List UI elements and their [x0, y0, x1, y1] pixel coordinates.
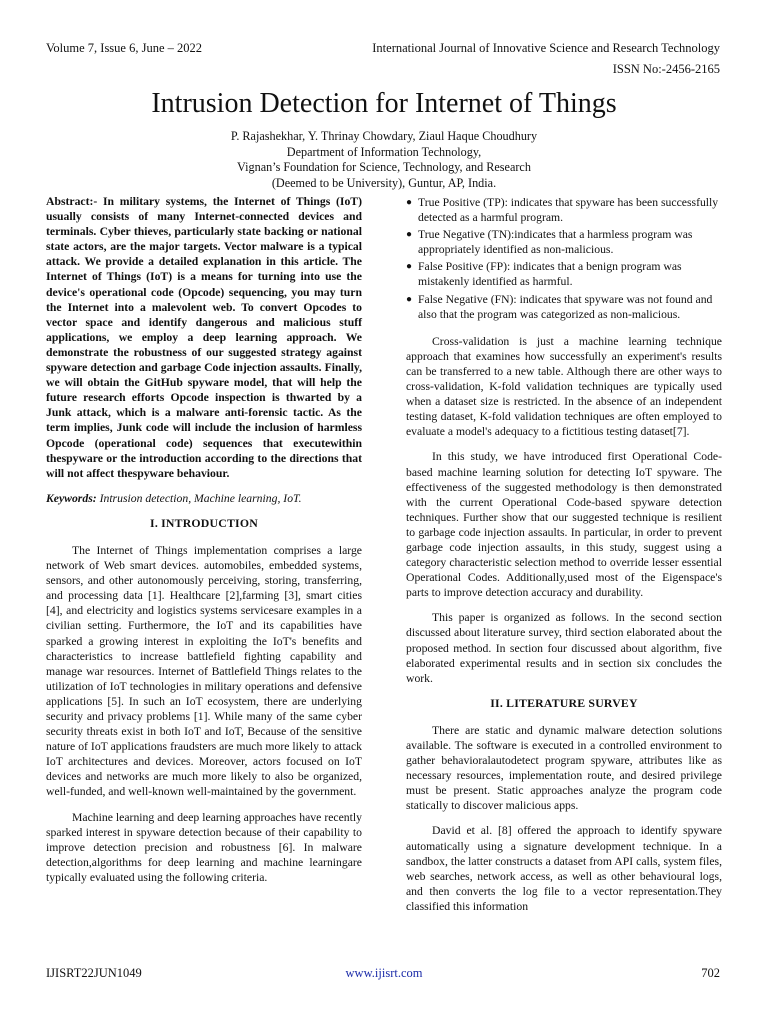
- paper-id: IJISRT22JUN1049: [46, 966, 142, 980]
- list-item: [406, 195, 722, 225]
- literature-paragraph-1: There are static and dynamic malware detection solutions available. The software is executed in a controlled environment to gather behavioralautodetect program spyware, attributes like as necessary resources, implementation route, and desired privilege must be present. Static approaches analyze the program code statically to discover malicious apps.: [406, 723, 722, 813]
- authors: P. Rajashekhar, Y. Thrinay Chowdary, Ziaul Haque Choudhury: [230, 129, 538, 143]
- paper-title: Intrusion Detection for Internet of Things: [151, 88, 617, 119]
- intro-paragraph-2: Machine learning and deep learning approaches have recently sparked interest in spyware detection because of their capability to improve detection precision and robustness [6]. In malware detection,algorithms for deep learning and machine learningare typically evaluated using the following criteria.: [46, 810, 362, 884]
- author-block: [0, 129, 768, 191]
- volume-issue: Volume 7, Issue 6, June – 2022: [46, 41, 203, 55]
- keywords-text: Intrusion detection, Machine learning, IoT.: [99, 491, 302, 505]
- keywords: [46, 491, 362, 506]
- department: Department of Information Technology,: [286, 144, 482, 159]
- website-link[interactable]: www.ijisrt.com: [345, 966, 423, 980]
- bullet-icon: ●: [406, 293, 413, 305]
- bullet-icon: ●: [406, 197, 413, 208]
- journal-name: International Journal of Innovative Science and Research Technology: [372, 41, 720, 55]
- list-item-text: False Positive (FP): indicates that a benign program was mistakenly identified as harmful.: [418, 260, 682, 289]
- list-item-text: True Positive (TP): indicates that spyware has been successfully detected as a harmful program.: [418, 196, 719, 225]
- university: (Deemed to be University), Guntur, AP, India.: [271, 175, 497, 190]
- intro-paragraph-1: The Internet of Things implementation comprises a large network of Web smart devices. automobiles, embedded systems, sensors, and other autonomously perceiving, storing, transferring, and processing data [1]. Healthcare [2],farming [3], smart cities [4], and electricity and logistics systems servicesare examples in a civilian setting. Furthermore, the IoT and its capabilities have sparked a growing interest in exploiting the IoT's benefits and characteristics to increase battlefield fighting capability and manage war resources. Internet of Battlefield Things relates to the utilization of IoT technologies in military operations and defensive applications [5]. In such an IoT ecosystem, there are underlying security and privacy problems [1]. While many of the same cyber security threats exist in both IoT and IoT, Because of the sensitive nature of IoT applications fraudsters are much more likely to attack IoT architectures and devices. Moreover, actors focused on IoT devices and networks are much more likely to also be organized, well-funded, and well-known well-maintained by the government.: [46, 543, 362, 799]
- cross-validation-paragraph: Cross-validation is just a machine learning technique approach that examines how successfully an experiment's results can be transferred to a new table. Although there are other ways to cross-validation, K-fold validation techniques are typically used when a dataset size is restricted. In the absence of an independent testing dataset, K-fold validation techniques are often employed to evaluate a model's adequacy to a fictitious testing dataset[7].: [406, 334, 722, 439]
- section-heading-literature-survey: II. LITERATURE SURVEY: [490, 695, 638, 710]
- abstract: Abstract:- In military systems, the Internet of Things (IoT) usually consists of many Internet-connected devices and terminals. Cyber thieves, particularly state backing or national state actors, are the major targets. Vector malware is a typical attack. We provide a detailed explanation in this article. The Internet of Things (IoT) is a means for turning into use the device's operational code (Opcode) sequencing, you may turn the Internet into a malevolent web. To convert Opcodes to vector space and identify dangerous and malicious stuff applications, we employ a deep learning approach. We demonstrate the robustness of our suggested strategy against spyware detection and garbage Code injection assaults. Finally, we will obtain the GitHub spyware model, that will help the future research efforts Opcode inspection is thwarted by a Junk attack, which is a malware anti-forensic tactic. As the term implies, Junk code will include the inclusion of harmless Opcode (operational code) sequences that executewithin thespyware or the introduction according to the directions that will not affect thespyware behaviour.: [46, 195, 362, 480]
- list-item: [406, 259, 722, 289]
- list-item: [406, 292, 722, 322]
- list-item-text: False Negative (FN): indicates that spyware was not found and also that the program was categorized as non-malicious.: [418, 292, 713, 321]
- bullet-icon: ●: [406, 261, 413, 273]
- institution: Vignan’s Foundation for Science, Technology, and Research: [237, 160, 531, 174]
- organization-paragraph: This paper is organized as follows. In the second section discussed about literature survey, third section elaborated about the proposed method. In section four discussed about algorithm, five elaborated experimental results and in section six concludes the work.: [406, 611, 722, 685]
- page-number: 702: [701, 966, 720, 980]
- left-column: [46, 194, 362, 895]
- criteria-list: [406, 195, 722, 322]
- literature-paragraph-2: David et al. [8] offered the approach to identify spyware automatically using a signature development technique. In a sandbox, the latter constructs a dataset from API calls, system files, web searches, network access, as well as other behavioural logs, and then converts the log file to a vector representation.They classified this information: [406, 824, 722, 913]
- bullet-icon: ●: [406, 229, 413, 241]
- section-heading-introduction: I. INTRODUCTION: [150, 515, 258, 530]
- issn: ISSN No:-2456-2165: [612, 62, 720, 76]
- keywords-label: Keywords:: [46, 491, 97, 505]
- study-paragraph: In this study, we have introduced first Operational Code-based machine learning solution for detecting IoT spyware. The effectiveness of the suggested methodology is then demonstrated with the current Operational Code-based spyware detection techniques. Further show that our suggested technique is resilient to garbage code injection assaults. In particular, in order to prevent garbage code injection assaults, in this study, suggest using a category characteristic selection method to override lesser essential Operational Codes. Additionally,used most of the Eigenspace's parts to improve detection accuracy and durability.: [406, 450, 722, 600]
- list-item-text: True Negative (TN):indicates that a harmless program was appropriately identified as non-malicious.: [418, 228, 693, 257]
- list-item: [406, 227, 722, 257]
- right-column: [406, 195, 722, 924]
